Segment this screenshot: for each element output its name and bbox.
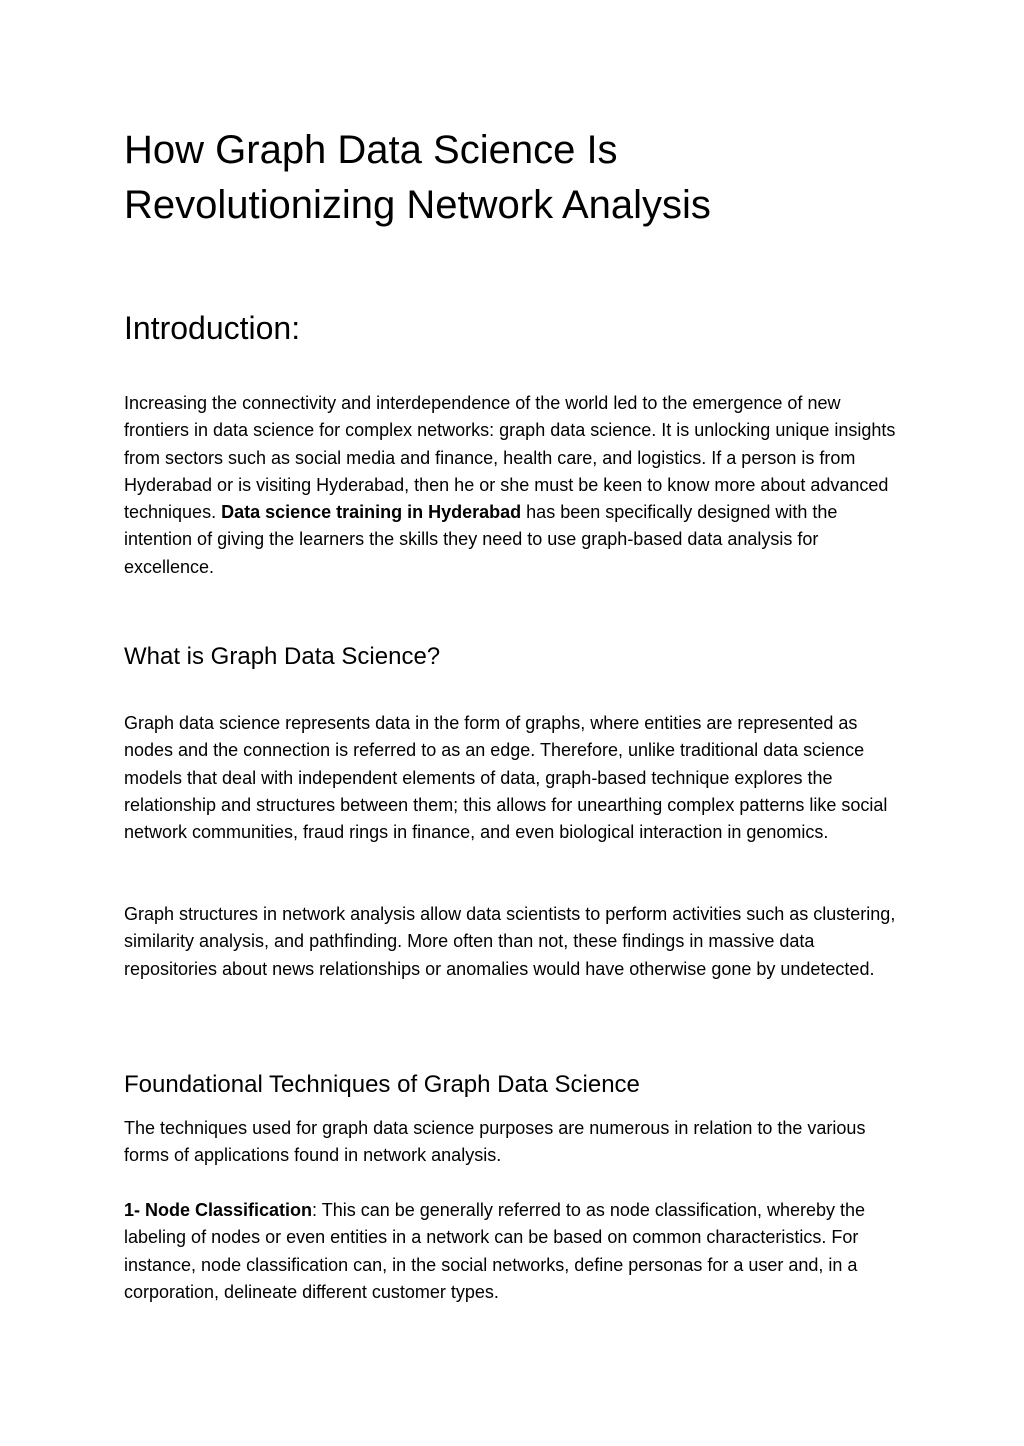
- document-title: [124, 123, 914, 233]
- what-is-heading: What is Graph Data Science?: [124, 643, 441, 670]
- what-is-paragraph-1: Graph data science represents data in the form of graphs, where entities are represented as nodes and the connection is referred to as an edge. Therefore, unlike traditional data science models that deal with independent elements of data, graph-based technique explores the relationship and structures between them; this allows for unearthing complex patterns like social network communities, fraud rings in finance, and even biological interaction in genomics.: [124, 713, 888, 843]
- what-is-paragraph-2: Graph structures in network analysis allow data scientists to perform activities such as clustering, similarity analysis, and pathfinding. More often than not, these findings in massive data repositories about news relationships or anomalies would have otherwise gone by undetected.: [124, 904, 896, 979]
- document-title-line2: Revolutionizing Network Analysis: [124, 183, 711, 227]
- intro-text-start: Increasing the connectivity and interdependence of the world led to the emergence of new frontiers in data science for complex networks: graph data science. It is unlocking unique insights from sectors such as social media and finance, health care, and logistics. If a person is from Hyderabad or is visiting Hyderabad, then he or she must be keen to know more about advanced techniques.: [124, 393, 896, 523]
- node-classification-bold: 1- Node Classification: [124, 1200, 313, 1220]
- intro-text-end: has been specifically designed with the intention of giving the learners the skills they need to use graph-based data analysis for excellence.: [124, 502, 838, 577]
- document-title-line1: How Graph Data Science Is: [124, 128, 618, 172]
- introduction-paragraph: [124, 390, 904, 581]
- node-classification-paragraph: [124, 1197, 904, 1306]
- node-classification-text: : This can be generally referred to as node classification, whereby the labeling of nodes or even entities in a network can be based on common characteristics. For instance, node classification can, in the social networks, define personas for a user and, in a corporation, delineate different customer types.: [124, 1200, 866, 1302]
- introduction-heading: Introduction:: [124, 310, 301, 346]
- foundational-heading: Foundational Techniques of Graph Data Science: [124, 1071, 640, 1098]
- intro-bold-text: Data science training in Hyderabad: [221, 502, 522, 523]
- foundational-paragraph-1: The techniques used for graph data science purposes are numerous in relation to the various forms of applications found in network analysis.: [124, 1118, 866, 1166]
